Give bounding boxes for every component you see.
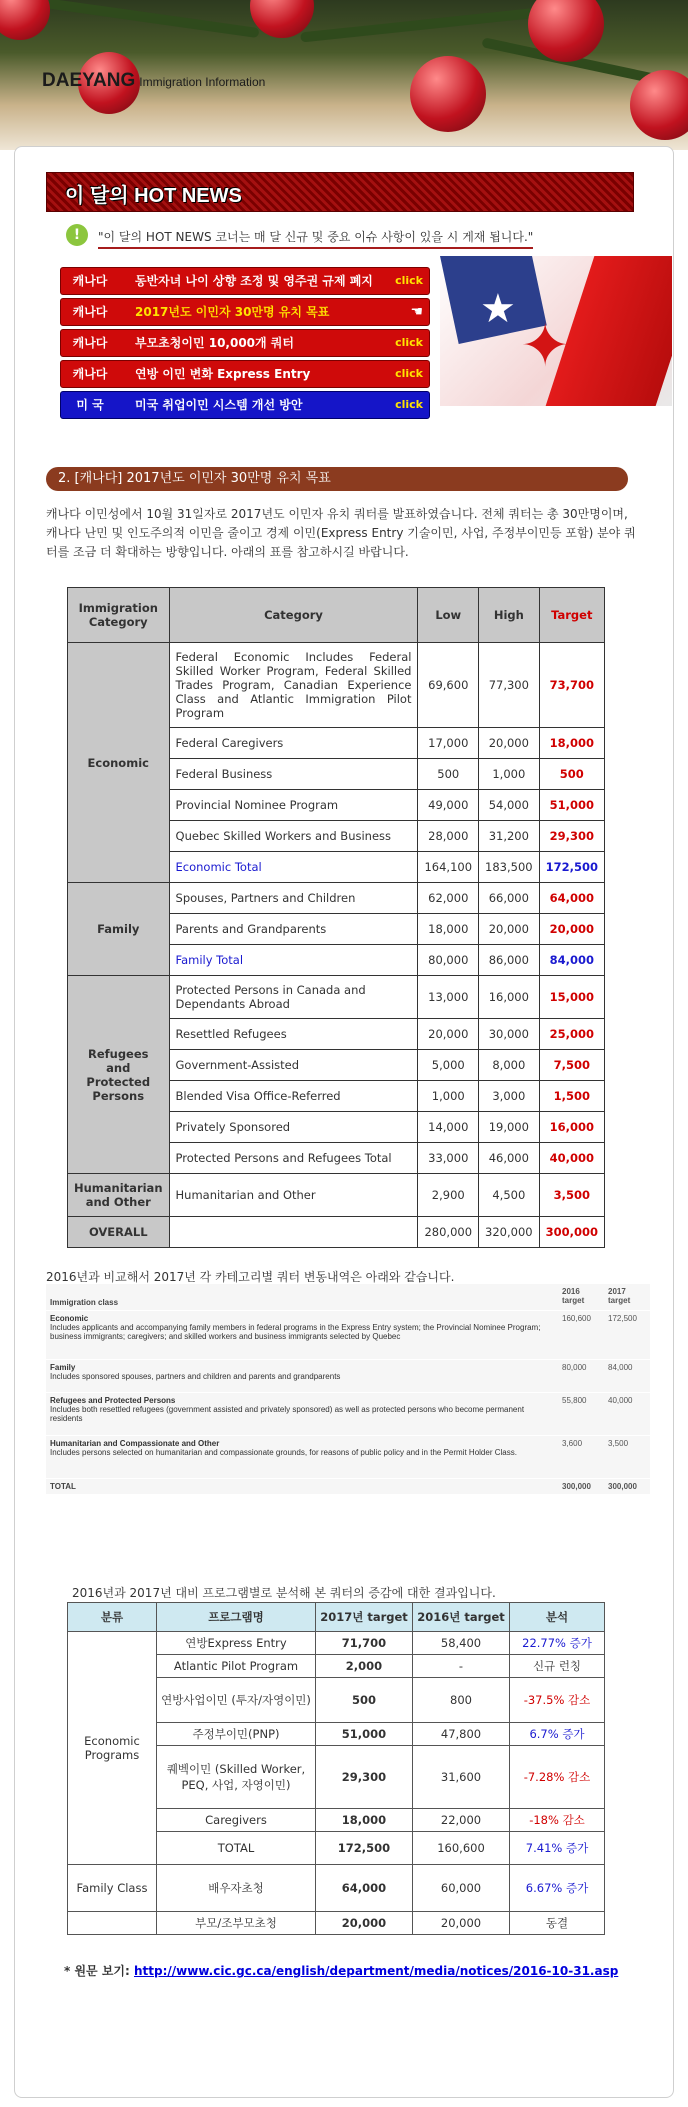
pine-branch <box>300 7 540 42</box>
table-row <box>68 1912 605 1935</box>
pointer-hand-icon: ☚ <box>410 304 423 320</box>
row-name: Economic Total <box>169 852 418 883</box>
y2017-cell: 300,000 <box>604 1479 650 1495</box>
low-cell: 2,900 <box>418 1174 479 1217</box>
row-name: Government-Assisted <box>169 1050 418 1081</box>
col-header: 분류 <box>68 1603 157 1632</box>
analysis-cell: 신규 런칭 <box>510 1655 605 1678</box>
program-cell: 부모/조부모초청 <box>157 1912 316 1935</box>
empty-cell <box>68 1912 157 1935</box>
news-click-link[interactable]: click <box>395 336 423 349</box>
row-name: Blended Visa Office-Referred <box>169 1081 418 1112</box>
compare-table <box>46 1284 650 1495</box>
y2016-cell: 22,000 <box>413 1809 510 1832</box>
news-click-link[interactable]: click <box>395 398 423 411</box>
hot-news-title-bar <box>46 172 634 212</box>
low-cell: 49,000 <box>418 790 479 821</box>
news-country-tag: 캐나다 <box>72 274 108 288</box>
low-cell: 80,000 <box>418 945 479 976</box>
target-cell: 300,000 <box>539 1217 604 1248</box>
low-cell: 14,000 <box>418 1112 479 1143</box>
table-row <box>46 1393 650 1436</box>
target-cell: 1,500 <box>539 1081 604 1112</box>
news-title: 동반자녀 나이 상향 조정 및 영주권 규제 폐지 <box>135 274 373 288</box>
class-desc: Includes both resettled refugees (government assisted and privately sponsored) as well as protected persons who become permanent residents <box>50 1405 525 1423</box>
ornament-icon <box>410 56 486 132</box>
high-cell: 66,000 <box>479 883 540 914</box>
target-cell: 18,000 <box>539 728 604 759</box>
y2017-cell: 71,700 <box>316 1632 413 1655</box>
exclamation-icon: ! <box>66 224 88 246</box>
y2017-cell: 64,000 <box>316 1865 413 1912</box>
brand-logo[interactable] <box>42 70 265 92</box>
y2016-cell: 58,400 <box>413 1632 510 1655</box>
news-title: 2017년도 이민자 30만명 유치 목표 <box>135 305 330 319</box>
news-country-tag: 캐나다 <box>72 336 108 350</box>
section-title: 2. [캐나다] 2017년도 이민자 30만명 유치 목표 <box>58 471 331 486</box>
col-header: 2016년 target <box>413 1603 510 1632</box>
high-cell: 54,000 <box>479 790 540 821</box>
target-cell: 7,500 <box>539 1050 604 1081</box>
low-cell: 17,000 <box>418 728 479 759</box>
table-row-overall <box>68 1217 605 1248</box>
news-item[interactable] <box>60 391 430 419</box>
target-cell: 73,700 <box>539 643 604 728</box>
low-cell: 69,600 <box>418 643 479 728</box>
ornament-icon <box>630 70 688 140</box>
analysis-cell: 동결 <box>510 1912 605 1935</box>
news-item[interactable] <box>60 267 430 295</box>
news-title: 미국 취업이민 시스템 개선 방안 <box>135 398 303 412</box>
high-cell: 1,000 <box>479 759 540 790</box>
table-row <box>68 976 605 1019</box>
program-cell: 배우자초청 <box>157 1865 316 1912</box>
table-row <box>46 1311 650 1360</box>
y2016-cell: 60,000 <box>413 1865 510 1912</box>
program-cell: 연방사업이민 (투자/자영이민) <box>157 1678 316 1723</box>
row-name: Privately Sponsored <box>169 1112 418 1143</box>
news-click-link[interactable]: click <box>395 274 423 287</box>
class-title: Humanitarian and Compassionate and Other <box>50 1439 220 1448</box>
target-cell: 172,500 <box>539 852 604 883</box>
analysis-table <box>67 1602 605 1935</box>
class-title: Economic <box>50 1314 89 1323</box>
table-row <box>68 643 605 728</box>
section-intro: 캐나다 이민성에서 10월 31일자로 2017년도 이민자 유치 쿼터를 발표하였습니다. 전체 쿼터는 총 30만명이며, 캐나다 난민 및 인도주의적 이민을 줄이고 경제 이민(Express Entry 기술이민, 사업, 주정부이민등 포함) 분야 쿼터를 조금 더 확대하는 방향입니다. 아래의 표를 참고하시길 바랍니다. <box>46 507 636 559</box>
program-cell: 퀘벡이민 (Skilled Worker, PEQ, 사업, 자영이민) <box>157 1746 316 1809</box>
col-header: Immigration class <box>46 1284 558 1311</box>
overall-label: OVERALL <box>68 1217 170 1248</box>
brand-subtitle: Immigration Information <box>139 75 266 89</box>
col-header: High <box>479 588 540 643</box>
star-icon: ★ <box>480 286 516 332</box>
table-row <box>68 1632 605 1655</box>
low-cell: 280,000 <box>418 1217 479 1248</box>
notice-text: "이 달의 HOT NEWS 코너는 매 달 신규 및 중요 이슈 사항이 있을 시 게재 됩니다." <box>98 228 533 249</box>
row-name: Protected Persons and Refugees Total <box>169 1143 418 1174</box>
class-cell <box>46 1436 558 1479</box>
class-label: Economic Programs <box>68 1632 157 1865</box>
y2016-cell: 47,800 <box>413 1723 510 1746</box>
flags-image <box>440 256 672 406</box>
group-label: Family <box>68 883 170 976</box>
program-cell: 연방Express Entry <box>157 1632 316 1655</box>
high-cell: 183,500 <box>479 852 540 883</box>
target-cell: 40,000 <box>539 1143 604 1174</box>
y2017-cell: 20,000 <box>316 1912 413 1935</box>
y2016-cell: 160,600 <box>413 1832 510 1865</box>
col-header: 2017 target <box>604 1284 650 1311</box>
col-header: Low <box>418 588 479 643</box>
low-cell: 1,000 <box>418 1081 479 1112</box>
target-cell: 15,000 <box>539 976 604 1019</box>
high-cell: 8,000 <box>479 1050 540 1081</box>
y2016-cell: 300,000 <box>558 1479 604 1495</box>
program-cell: TOTAL <box>157 1832 316 1865</box>
compare-caption: 2016년과 비교해서 2017년 각 카테고리별 쿼터 변동내역은 아래와 같습니다. <box>46 1270 455 1284</box>
class-desc: Includes sponsored spouses, partners and children and parents and grandparents <box>50 1372 341 1381</box>
news-title: 부모초청이민 10,000개 쿼터 <box>135 336 294 350</box>
target-cell: 3,500 <box>539 1174 604 1217</box>
class-title: Refugees and Protected Persons <box>50 1396 176 1405</box>
class-cell <box>46 1311 558 1360</box>
class-cell <box>46 1393 558 1436</box>
col-header: Target <box>539 588 604 643</box>
low-cell: 20,000 <box>418 1019 479 1050</box>
group-label: Humanitarian and Other <box>68 1174 170 1217</box>
class-cell <box>46 1360 558 1393</box>
col-header: 2016 target <box>558 1284 604 1311</box>
high-cell: 3,000 <box>479 1081 540 1112</box>
news-item-selected[interactable] <box>60 298 430 326</box>
high-cell: 20,000 <box>479 728 540 759</box>
news-item[interactable] <box>60 329 430 357</box>
col-header: 2017년 target <box>316 1603 413 1632</box>
news-item[interactable] <box>60 360 430 388</box>
source-link[interactable]: http://www.cic.gc.ca/english/department/media/notices/2016-10-31.asp <box>134 1964 619 1978</box>
target-cell: 51,000 <box>539 790 604 821</box>
source-label: * 원문 보기: <box>64 1964 130 1978</box>
y2017-cell: 18,000 <box>316 1809 413 1832</box>
col-header: 분석 <box>510 1603 605 1632</box>
y2016-cell: 160,600 <box>558 1311 604 1360</box>
maple-leaf-icon: ✦ <box>520 311 571 381</box>
analysis-cell: -7.28% 감소 <box>510 1746 605 1809</box>
table-row <box>46 1436 650 1479</box>
analysis-cell: 6.67% 증가 <box>510 1865 605 1912</box>
y2016-cell: 55,800 <box>558 1393 604 1436</box>
class-label: Family Class <box>68 1865 157 1912</box>
high-cell: 16,000 <box>479 976 540 1019</box>
row-name: Spouses, Partners and Children <box>169 883 418 914</box>
row-name: Federal Caregivers <box>169 728 418 759</box>
low-cell: 18,000 <box>418 914 479 945</box>
row-name: Family Total <box>169 945 418 976</box>
target-cell: 20,000 <box>539 914 604 945</box>
target-cell: 16,000 <box>539 1112 604 1143</box>
program-cell: Caregivers <box>157 1809 316 1832</box>
low-cell: 28,000 <box>418 821 479 852</box>
high-cell: 77,300 <box>479 643 540 728</box>
table-row <box>68 883 605 914</box>
row-name: Resettled Refugees <box>169 1019 418 1050</box>
y2016-cell: 31,600 <box>413 1746 510 1809</box>
y2017-cell: 172,500 <box>316 1832 413 1865</box>
table-row <box>68 1174 605 1217</box>
high-cell: 4,500 <box>479 1174 540 1217</box>
table-row-total <box>46 1479 650 1495</box>
empty-cell <box>169 1217 418 1248</box>
table-row <box>46 1360 650 1393</box>
y2017-cell: 3,500 <box>604 1436 650 1479</box>
high-cell: 31,200 <box>479 821 540 852</box>
section-title-bar <box>46 467 628 491</box>
col-header: Immigration Category <box>68 588 170 643</box>
target-cell: 84,000 <box>539 945 604 976</box>
analysis-cell: 7.41% 증가 <box>510 1832 605 1865</box>
total-label: TOTAL <box>46 1479 558 1495</box>
high-cell: 46,000 <box>479 1143 540 1174</box>
low-cell: 62,000 <box>418 883 479 914</box>
ornament-icon <box>0 0 50 40</box>
quota-table <box>67 587 605 1248</box>
brand-name: DAEYANG <box>42 70 136 91</box>
group-label: Refugees and Protected Persons <box>68 976 170 1174</box>
y2017-cell: 29,300 <box>316 1746 413 1809</box>
y2016-cell: - <box>413 1655 510 1678</box>
group-label: Economic <box>68 643 170 883</box>
y2017-cell: 500 <box>316 1678 413 1723</box>
table-header-row <box>68 588 605 643</box>
high-cell: 30,000 <box>479 1019 540 1050</box>
analysis-cell: -37.5% 감소 <box>510 1678 605 1723</box>
table-header-row <box>46 1284 650 1311</box>
low-cell: 13,000 <box>418 976 479 1019</box>
source-line <box>64 1962 618 1979</box>
target-cell: 25,000 <box>539 1019 604 1050</box>
high-cell: 20,000 <box>479 914 540 945</box>
table-row <box>68 1865 605 1912</box>
news-country-tag: 캐나다 <box>72 367 108 381</box>
y2016-cell: 80,000 <box>558 1360 604 1393</box>
row-name: Provincial Nominee Program <box>169 790 418 821</box>
y2017-cell: 40,000 <box>604 1393 650 1436</box>
low-cell: 5,000 <box>418 1050 479 1081</box>
news-country-tag: 미 국 <box>76 398 104 412</box>
header-banner <box>0 0 688 150</box>
analysis-cell: -18% 감소 <box>510 1809 605 1832</box>
analysis-caption: 2016년과 2017년 대비 프로그램별로 분석해 본 쿼터의 증감에 대한 결과입니다. <box>72 1586 496 1600</box>
table-header-row <box>68 1603 605 1632</box>
high-cell: 86,000 <box>479 945 540 976</box>
y2016-cell: 3,600 <box>558 1436 604 1479</box>
row-name: Humanitarian and Other <box>169 1174 418 1217</box>
row-name: Protected Persons in Canada and Dependants Abroad <box>169 976 418 1019</box>
col-header: Category <box>169 588 418 643</box>
high-cell: 320,000 <box>479 1217 540 1248</box>
class-desc: Includes persons selected on humanitarian and compassionate grounds, for reasons of public policy and in the Permit Holder Class. <box>50 1448 517 1457</box>
row-name: Quebec Skilled Workers and Business <box>169 821 418 852</box>
row-name: Federal Economic Includes Federal Skilled Worker Program, Federal Skilled Trades Program, Canadian Experience Class and Atlantic Immigration Pilot Program <box>169 643 418 728</box>
program-cell: 주정부이민(PNP) <box>157 1723 316 1746</box>
high-cell: 19,000 <box>479 1112 540 1143</box>
row-name: Federal Business <box>169 759 418 790</box>
y2016-cell: 800 <box>413 1678 510 1723</box>
low-cell: 164,100 <box>418 852 479 883</box>
y2017-cell: 84,000 <box>604 1360 650 1393</box>
program-cell: Atlantic Pilot Program <box>157 1655 316 1678</box>
analysis-cell: 6.7% 증가 <box>510 1723 605 1746</box>
class-title: Family <box>50 1363 76 1372</box>
news-click-link[interactable]: click <box>395 367 423 380</box>
news-country-tag: 캐나다 <box>72 305 108 319</box>
target-cell: 29,300 <box>539 821 604 852</box>
analysis-cell: 22.77% 증가 <box>510 1632 605 1655</box>
col-header: 프로그램명 <box>157 1603 316 1632</box>
low-cell: 500 <box>418 759 479 790</box>
y2017-cell: 51,000 <box>316 1723 413 1746</box>
news-title: 연방 이민 변화 Express Entry <box>135 367 311 381</box>
target-cell: 64,000 <box>539 883 604 914</box>
y2017-cell: 2,000 <box>316 1655 413 1678</box>
row-name: Parents and Grandparents <box>169 914 418 945</box>
y2016-cell: 20,000 <box>413 1912 510 1935</box>
hot-news-title: 이 달의 HOT NEWS <box>65 185 242 207</box>
class-desc: Includes applicants and accompanying family members in federal programs in the Express Entry system; the Provincial Nominee Program; business immigrants; caregivers; and skilled workers and business immigrants selected by Quebec <box>50 1323 541 1341</box>
low-cell: 33,000 <box>418 1143 479 1174</box>
target-cell: 500 <box>539 759 604 790</box>
y2017-cell: 172,500 <box>604 1311 650 1360</box>
